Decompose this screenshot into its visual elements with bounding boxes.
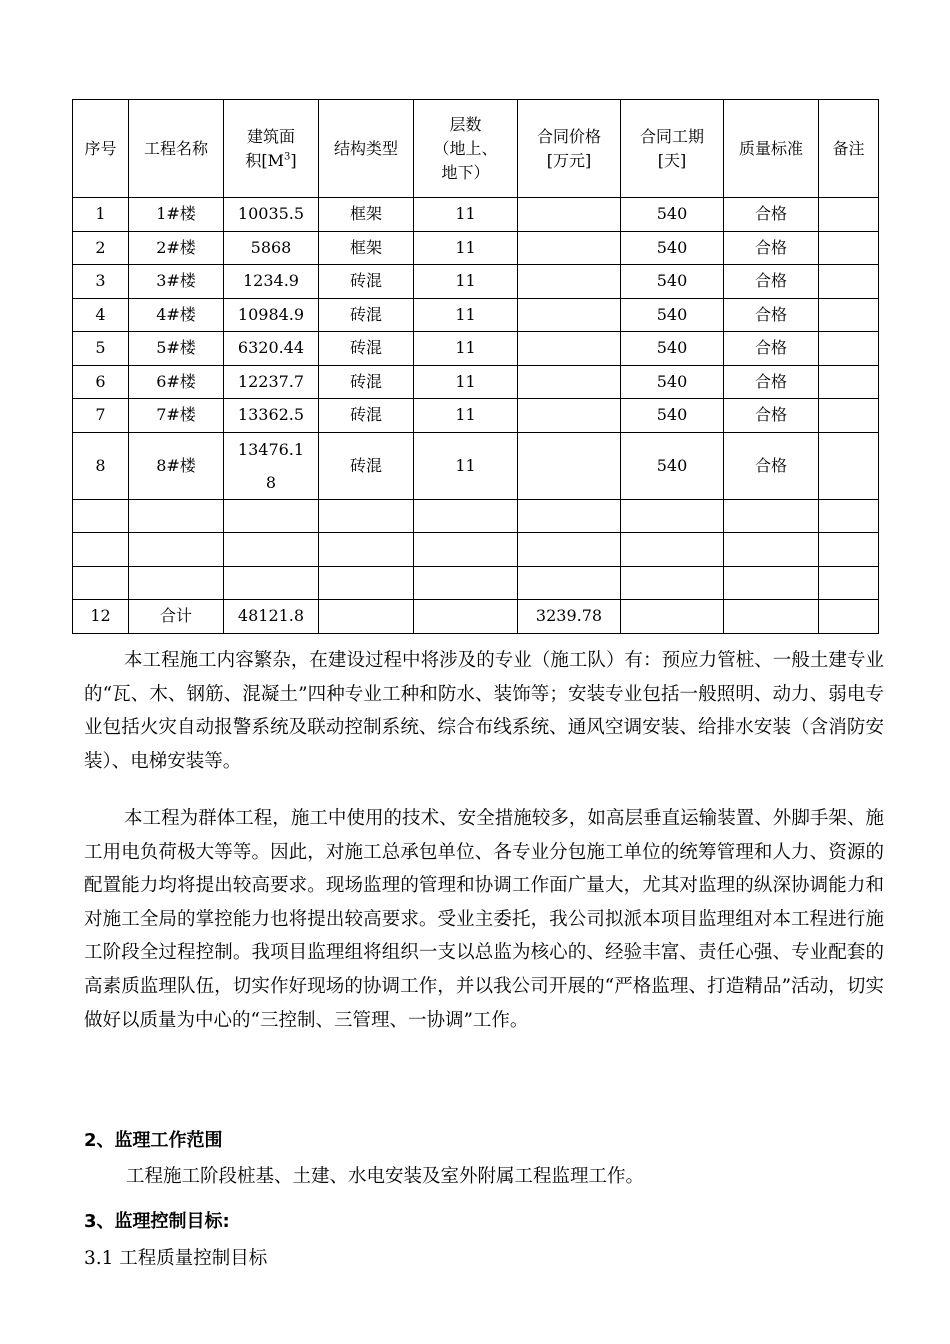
cell-area: 10035.5 — [224, 198, 319, 232]
cell-quality: 合格 — [724, 332, 819, 366]
cell-price — [518, 432, 621, 499]
header-area-sup: 3 — [284, 151, 291, 163]
cell-price — [518, 231, 621, 265]
cell-area: 6320.44 — [224, 332, 319, 366]
header-price — [518, 100, 621, 198]
cell-seq: 5 — [73, 332, 129, 366]
cell-floors: 11 — [414, 198, 518, 232]
cell-area-text: 13476.18 — [237, 439, 305, 492]
cell-structure: 砖混 — [319, 332, 414, 366]
header-period — [621, 100, 724, 198]
cell-seq: 3 — [73, 265, 129, 299]
cell-seq: 4 — [73, 298, 129, 332]
cell-floors: 11 — [414, 399, 518, 433]
cell-seq: 1 — [73, 198, 129, 232]
cell-price — [518, 298, 621, 332]
cell-period: 540 — [621, 265, 724, 299]
cell-floors: 11 — [414, 332, 518, 366]
header-period-line2: [天] — [657, 150, 687, 170]
cell-structure: 砖混 — [319, 365, 414, 399]
header-quality: 质量标准 — [724, 100, 819, 198]
subsection-quality-target: 3.1 工程质量控制目标 — [84, 1248, 268, 1269]
table-row — [73, 399, 879, 433]
cell-price — [518, 365, 621, 399]
header-price-line2: [万元] — [546, 150, 592, 170]
cell-structure: 框架 — [319, 231, 414, 265]
cell-floors: 11 — [414, 265, 518, 299]
cell-remarks — [819, 198, 879, 232]
paragraph-scope-of-trades: 本工程施工内容繁杂，在建设过程中将涉及的专业（施工队）有：预应力管桩、一般土建专业的“瓦、木、钢筋、混凝土”四种专业工种和防水、装饰等；安装专业包括一般照明、动力、弱电专业包括火灾自动报警系统及联动控制系统、综合布线系统、通风空调安装、给排水安装（含消防安装）、电梯安装等。 — [84, 650, 884, 772]
header-area-text: 积[M — [245, 150, 284, 170]
cell-remarks — [819, 365, 879, 399]
cell-period: 540 — [621, 365, 724, 399]
header-seq: 序号 — [73, 100, 129, 198]
cell-remarks — [819, 399, 879, 433]
empty-row — [73, 566, 879, 600]
header-area — [224, 100, 319, 198]
cell-name: 6#楼 — [129, 365, 224, 399]
total-floors — [414, 600, 518, 634]
table-row — [73, 432, 879, 499]
cell-name: 2#楼 — [129, 231, 224, 265]
cell-remarks — [819, 432, 879, 499]
header-remarks: 备注 — [819, 100, 879, 198]
cell-name: 7#楼 — [129, 399, 224, 433]
cell-seq: 7 — [73, 399, 129, 433]
header-floors — [414, 100, 518, 198]
cell-quality: 合格 — [724, 231, 819, 265]
section-heading-work-scope: 2、监理工作范围 — [84, 1130, 223, 1151]
cell-period: 540 — [621, 198, 724, 232]
cell-floors: 11 — [414, 231, 518, 265]
empty-row — [73, 499, 879, 533]
cell-name: 4#楼 — [129, 298, 224, 332]
cell-seq: 8 — [73, 432, 129, 499]
header-period-line1: 合同工期 — [639, 126, 704, 146]
cell-remarks — [819, 265, 879, 299]
total-price: 3239.78 — [518, 600, 621, 634]
cell-remarks — [819, 332, 879, 366]
table-row — [73, 298, 879, 332]
total-row — [73, 600, 879, 634]
table-row — [73, 332, 879, 366]
cell-area: 10984.9 — [224, 298, 319, 332]
empty-row — [73, 533, 879, 567]
cell-period: 540 — [621, 399, 724, 433]
header-area-end: ] — [290, 150, 297, 170]
cell-name: 5#楼 — [129, 332, 224, 366]
cell-area — [224, 432, 319, 499]
cell-seq: 6 — [73, 365, 129, 399]
paragraph-project-complexity: 本工程为群体工程，施工中使用的技术、安全措施较多，如高层垂直运输装置、外脚手架、施工用电负荷极大等等。因此，对施工总承包单位、各专业分包施工单位的统筹管理和人力、资源的配置能力均将提出较高要求。现场监理的管理和协调工作面广量大，尤其对监理的纵深协调能力和对施工全局的掌控能力也将提出较高要求。受业主委托，我公司拟派本项目监理组对本工程进行施工阶段全过程控制。我项目监理组将组织一支以总监为核心的、经验丰富、责任心强、专业配套的高素质监理队伍，切实作好现场的协调工作，并以我公司开展的“严格监理、打造精品”活动，切实做好以质量为中心的“三控制、三管理、一协调”工作。 — [84, 808, 884, 1031]
cell-period: 540 — [621, 332, 724, 366]
total-period — [621, 600, 724, 634]
table-row — [73, 198, 879, 232]
cell-structure: 砖混 — [319, 399, 414, 433]
header-structure: 结构类型 — [319, 100, 414, 198]
cell-area: 13362.5 — [224, 399, 319, 433]
cell-structure: 框架 — [319, 198, 414, 232]
cell-price — [518, 198, 621, 232]
cell-quality: 合格 — [724, 298, 819, 332]
total-quality — [724, 600, 819, 634]
cell-period: 540 — [621, 231, 724, 265]
cell-structure: 砖混 — [319, 265, 414, 299]
table-row — [73, 231, 879, 265]
header-floors-line2: （地上、 — [433, 138, 498, 158]
cell-floors: 11 — [414, 365, 518, 399]
cell-period: 540 — [621, 298, 724, 332]
cell-price — [518, 332, 621, 366]
header-name: 工程名称 — [129, 100, 224, 198]
cell-area: 5868 — [224, 231, 319, 265]
cell-area: 1234.9 — [224, 265, 319, 299]
cell-remarks — [819, 298, 879, 332]
cell-remarks — [819, 231, 879, 265]
table-row — [73, 365, 879, 399]
header-price-line1: 合同价格 — [536, 126, 601, 146]
total-remarks — [819, 600, 879, 634]
cell-name: 8#楼 — [129, 432, 224, 499]
cell-period: 540 — [621, 432, 724, 499]
cell-structure: 砖混 — [319, 298, 414, 332]
cell-quality: 合格 — [724, 265, 819, 299]
cell-quality: 合格 — [724, 198, 819, 232]
cell-quality: 合格 — [724, 432, 819, 499]
total-structure — [319, 600, 414, 634]
table-row — [73, 265, 879, 299]
total-name: 合计 — [129, 600, 224, 634]
cell-quality: 合格 — [724, 365, 819, 399]
cell-seq: 2 — [73, 231, 129, 265]
cell-area: 12237.7 — [224, 365, 319, 399]
project-table — [72, 99, 879, 634]
section-heading-control-targets: 3、监理控制目标: — [84, 1211, 230, 1232]
cell-price — [518, 399, 621, 433]
cell-quality: 合格 — [724, 399, 819, 433]
cell-floors: 11 — [414, 298, 518, 332]
cell-structure: 砖混 — [319, 432, 414, 499]
header-area-line2 — [224, 149, 318, 173]
table-header-row — [73, 100, 879, 198]
cell-floors: 11 — [414, 432, 518, 499]
cell-name: 3#楼 — [129, 265, 224, 299]
work-scope-text: 工程施工阶段桩基、土建、水电安装及室外附属工程监理工作。 — [126, 1166, 645, 1187]
cell-name: 1#楼 — [129, 198, 224, 232]
cell-price — [518, 265, 621, 299]
total-seq: 12 — [73, 600, 129, 634]
header-area-line1: 建筑面 — [246, 126, 295, 146]
total-area: 48121.8 — [224, 600, 319, 634]
header-floors-line3: 地下） — [441, 162, 490, 182]
header-floors-line1: 层数 — [449, 114, 482, 134]
